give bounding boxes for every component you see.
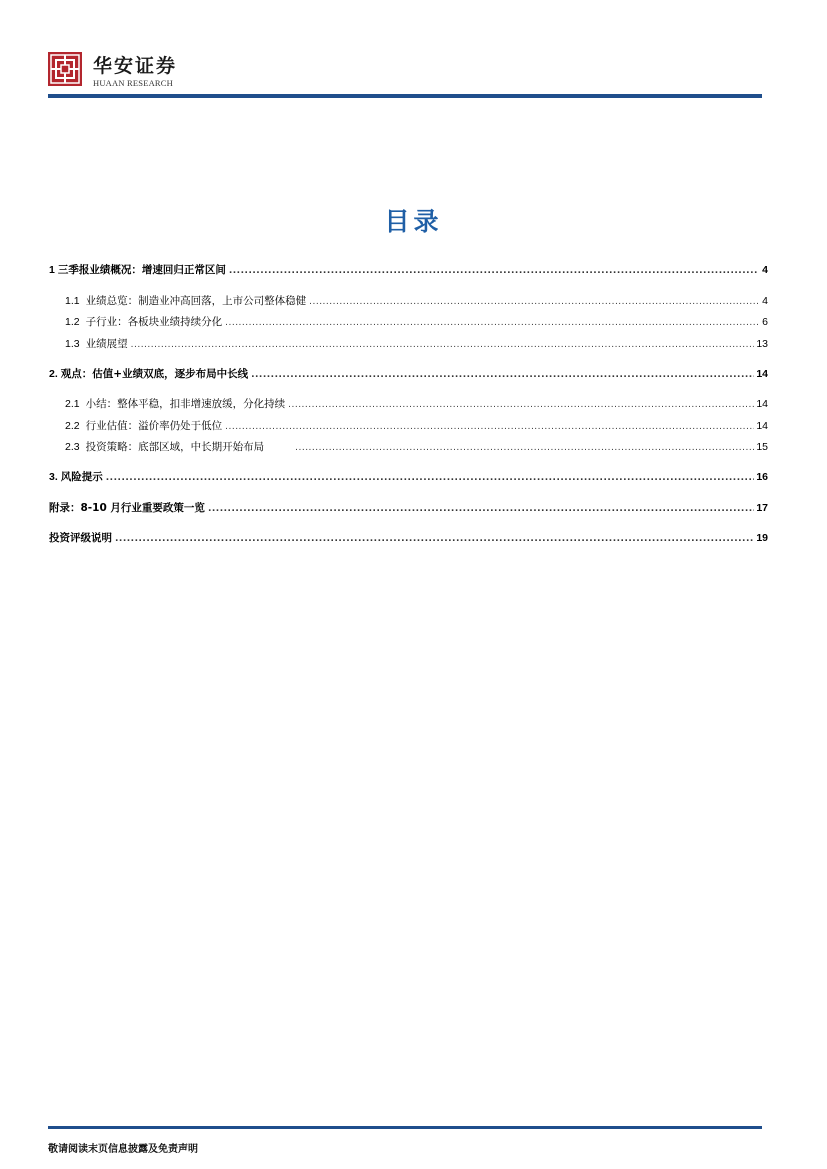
toc-leader-dots [295,443,754,453]
toc-entry-number: 1 [49,264,55,276]
toc-entry[interactable] [65,439,768,455]
toc-entry-page: 15 [756,441,768,453]
toc-leader-dots [309,297,758,307]
toc-entry[interactable] [65,293,768,309]
toc-leader-dots [225,422,754,432]
toc-entry-label: 投资评级说明 [49,532,112,544]
toc-entry[interactable] [49,530,768,546]
toc-leader-dots [208,504,754,514]
toc-entry-label: 业绩展望 [85,338,128,350]
toc-entry-number: 1.2 [65,316,80,328]
toc-entry-number: 2.3 [65,441,80,453]
toc-entry-page: 14 [756,398,768,410]
footer-divider [48,1126,762,1129]
toc-entry-label: 投资策略：底部区域，中长期开始布局 [85,441,265,453]
toc-leader-dots [115,534,754,544]
toc-entry-label: 三季报业绩概况：增速回归正常区间 [57,264,226,276]
toc-entry-page: 16 [756,471,768,483]
header-divider [48,94,762,98]
toc-entry-label: 观点：估值+业绩双底，逐步布局中长线 [60,368,249,380]
toc-entry-label: 行业估值：溢价率仍处于低位 [85,420,223,432]
toc-entry-page: 4 [762,264,768,276]
toc-entry[interactable] [65,396,768,412]
page-header [0,0,827,100]
toc-entry-page: 17 [756,502,768,514]
toc-entry-page: 14 [756,368,768,380]
toc-entry-number: 3. [49,471,58,483]
toc-entry[interactable] [49,262,768,278]
toc-entry[interactable] [65,418,768,434]
toc-entry-page: 14 [756,420,768,432]
toc-entry-page: 6 [762,316,768,328]
toc-leader-dots [251,370,754,380]
brand-name-cn: 华安证券 [93,55,178,77]
toc-leader-dots [229,266,758,276]
toc-leader-dots [288,400,754,410]
toc-entry-number: 1.1 [65,295,80,307]
toc-entry-label: 子行业：各板块业绩持续分化 [85,316,223,328]
toc-entry-label: 附录：8-10 月行业重要政策一览 [49,502,205,514]
toc-leader-dots [131,340,755,350]
toc-entry-label: 风险提示 [60,471,103,483]
toc-entry[interactable] [49,366,768,382]
toc-entry[interactable] [49,500,768,516]
toc-entry-number: 2.1 [65,398,80,410]
toc-entry-page: 4 [762,295,768,307]
brand-name-en: HUAAN RESEARCH [93,78,174,88]
toc-entry[interactable] [49,469,768,485]
toc-entry-label: 业绩总览：制造业冲高回落，上市公司整体稳健 [85,295,307,307]
toc-leader-dots [106,473,755,483]
toc-entry-number: 1.3 [65,338,80,350]
toc-entry-label: 小结：整体平稳，扣非增速放缓，分化持续 [85,398,286,410]
toc-entry-number: 2. [49,368,58,380]
toc-entry-number: 2.2 [65,420,80,432]
huaan-seal-logo-icon [48,52,82,86]
footer-disclaimer: 敬请阅读末页信息披露及免责声明 [48,1144,198,1155]
toc-leader-dots [225,318,758,328]
toc-entry-page: 19 [756,532,768,544]
toc-entry-page: 13 [756,338,768,350]
toc-title: 目录 [384,207,443,236]
toc-entry[interactable] [65,336,768,352]
toc-entry[interactable] [65,314,768,330]
